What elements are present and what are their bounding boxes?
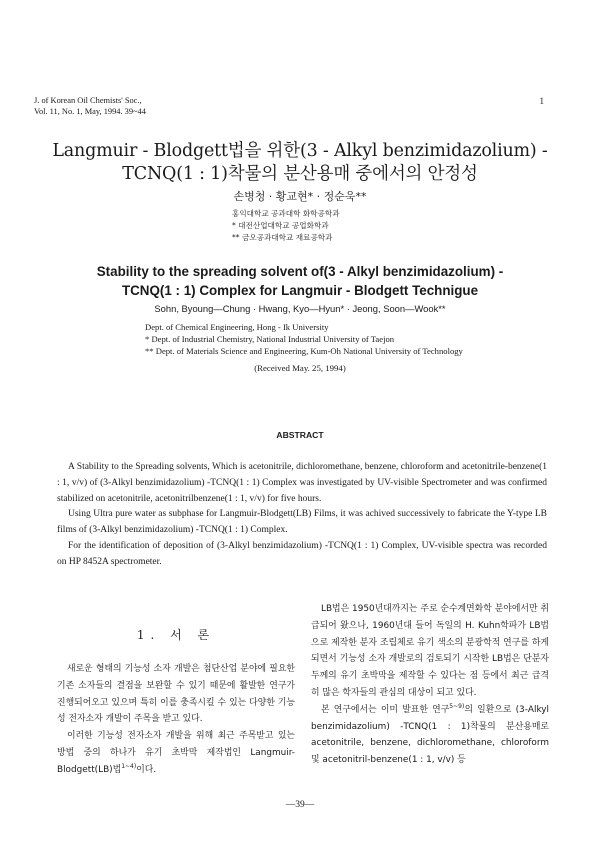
english-affiliation: * Dept. of Industrial Chemistry, National Industrial University of Taejon — [145, 333, 395, 344]
body-paragraph — [57, 728, 295, 778]
body-paragraph — [311, 702, 549, 769]
korean-affiliation: ** 금오공과대학교 재료공학과 — [232, 233, 333, 242]
body-text: 의 일환으로 (3-Alkyl benzimidazolium) -TCNQ(1 : 1)착물의 분산용매로 acetonitrile, benzene, dichloromethane, chloroform 및 acetonitril-benzene(1 : 1, v/v) 등 — [311, 704, 549, 766]
abstract-body — [57, 460, 547, 571]
journal-name: J. of Korean Oil Chemists' Soc., — [34, 96, 142, 105]
left-column — [57, 626, 295, 779]
english-affiliation: ** Dept. of Materials Science and Engineering, Kum-Oh National University of Technology — [145, 345, 463, 356]
body-text: 이다. — [136, 764, 157, 775]
english-title-line1: Stability to the spreading solvent of(3 - Alkyl benzimidazolium) - — [96, 264, 504, 279]
english-affiliation: Dept. of Chemical Engineering, Hong - Ik University — [145, 322, 329, 332]
journal-citation — [34, 95, 146, 117]
english-affiliations — [145, 322, 463, 357]
left-column-text — [57, 661, 295, 779]
body-paragraph: 새로운 형태의 기능성 소자 개발은 첨단산업 분야에 필요한 기존 소자들의 결점을 보완할 수 있기 때문에 활발한 연구가 진행되어오고 있으며 특히 이를 충족시킬 수 있는 다양한 기능성 전자소자 개발이 주목을 받고 있다. — [57, 664, 295, 725]
korean-title-line1: Langmuir - Blodgett법을 위한(3 - Alkyl benzimidazolium) - — [52, 141, 548, 161]
citation-reference: 1~4) — [121, 762, 137, 770]
footer-page-number: —39— — [285, 800, 315, 810]
abstract-heading: ABSTRACT — [276, 430, 324, 440]
korean-affiliation: * 대전산업대학교 공업화학과 — [232, 221, 329, 230]
right-column — [311, 601, 549, 769]
body-paragraph: LB법은 1950년대까지는 주로 순수계면화학 분야에서만 취급되어 왔으나, 1960년대 들어 독일의 H. Kuhn학파가 LB법으로 제작한 분자 조립체로 유기 색소의 분광학적 연구를 하게 되면서 기능성 소자 개발로의 검토되기 시작한 LB법은 단분자 두께의 유기 초박막을 제작할 수 있다는 점 등에서 최근 급격히 많은 학자들의 관심의 대상이 되고 있다. — [311, 604, 549, 698]
abstract-paragraph: A Stability to the Spreading solvents, Which is acetonitrile, dichloromethane, benzene, chloroform and acetonitrile-benzene(1 : 1, v/v) of (3-Alkyl benzimidazolium) -TCNQ(1 : 1) Complex was investigated by UV-visible Spectrometer and was confirmed stabilized on acetonitrile, acetonitrilbenzene(1 : 1, v/v) for five hours. — [57, 462, 547, 504]
abstract-paragraph: Using Ultra pure water as subphase for Langmuir-Blodgett(LB) Films, it was achived successively to fabricate the Y-type LB films of (3-Alkyl benzimidazolium) -TCNQ(1 : 1) Complex. — [57, 509, 547, 536]
abstract-paragraph: For the identification of deposition of (3-Alkyl benzimidazolium) -TCNQ(1 : 1) Complex, UV-visible spectra was recorded on HP 8452A spectrometer. — [57, 540, 547, 567]
english-authors: Sohn, Byoung—Chung · Hwang, Kyo—Hyun* · Jeong, Soon—Wook** — [154, 303, 446, 314]
body-text: 이러한 기능성 전자소자 개발을 위해 최근 주목받고 있는 방법 중의 하나가 유기 초박막 제작법인 Langmuir-Blodgett(LB)법 — [57, 731, 295, 775]
english-title — [0, 262, 600, 300]
page-number: 1 — [539, 96, 544, 106]
english-title-line2: TCNQ(1 : 1) Complex for Langmuir - Blodgett Technigue — [121, 283, 479, 298]
korean-title-line2: TCNQ(1 : 1)착물의 분산용매 중에서의 안정성 — [122, 164, 478, 184]
korean-authors: 손병청 · 황교현* · 정순욱** — [233, 190, 367, 203]
body-text: 본 연구에서는 이미 발표한 연구 — [321, 704, 450, 715]
section-heading-introduction: 1. 서 론 — [136, 628, 216, 642]
received-date: (Received May. 25, 1994) — [254, 363, 346, 373]
right-column-text — [311, 601, 549, 769]
korean-title — [0, 140, 600, 186]
journal-volume: Vol. 11, No. 1, May, 1994. 39~44 — [34, 107, 146, 116]
korean-affiliation: 홍익대학교 공과대학 화학공학과 — [232, 209, 340, 218]
citation-reference: 5~9) — [449, 702, 465, 710]
korean-affiliations — [232, 208, 340, 244]
